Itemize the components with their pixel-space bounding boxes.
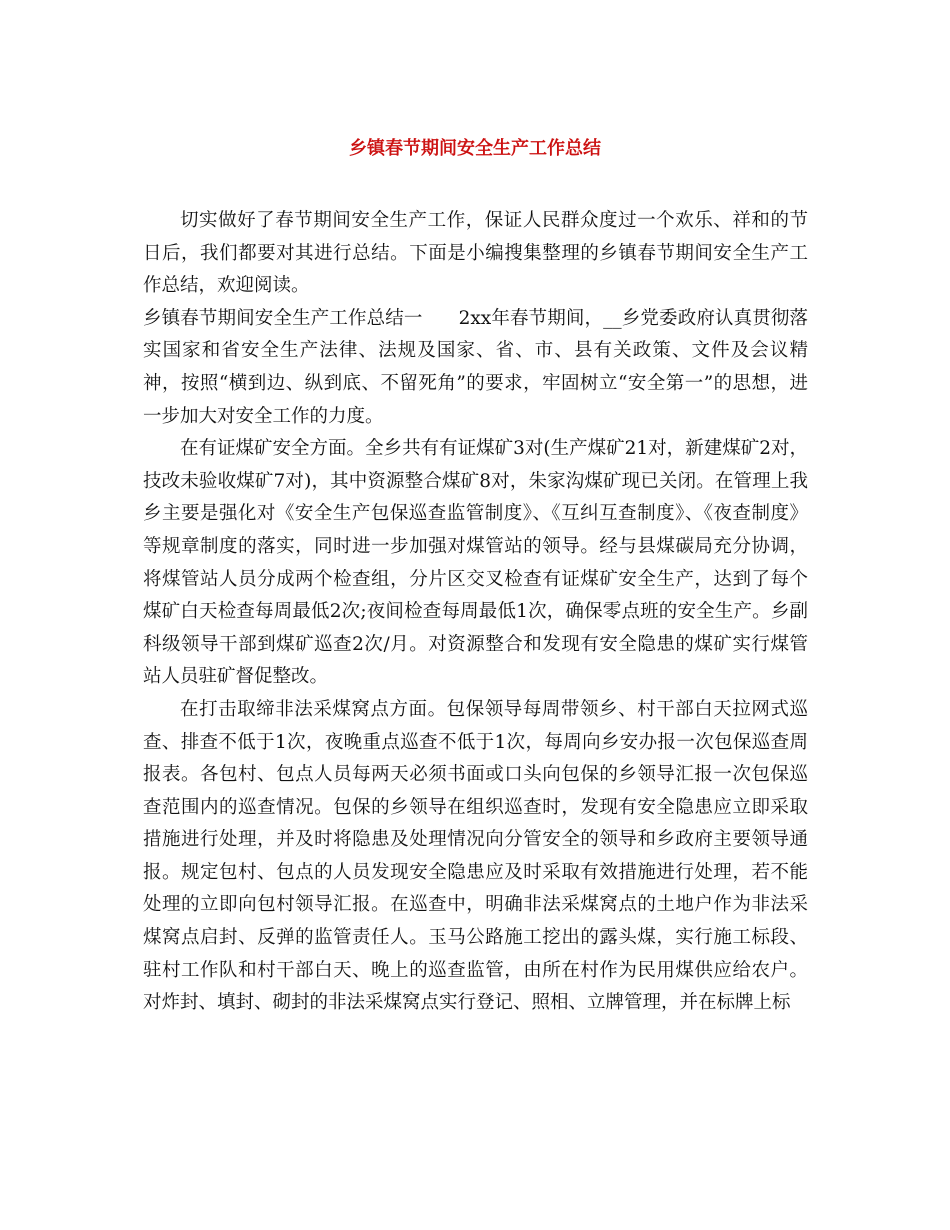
heading-gap — [423, 308, 459, 329]
section-lead: 2xx年春节期间，__乡党委政府认真贯彻落实国家和省安全生产法律、法规及国家、省、市、县有关政策、文件及会议精神，按照“横到边、纵到底、不留死角”的要求，牢固树立“安全第一”的思想，进一步加大对安全工作的力度。 — [143, 307, 808, 427]
document-title: 乡镇春节期间安全生产工作总结 — [349, 138, 601, 159]
section-heading: 乡镇春节期间安全生产工作总结一 — [143, 307, 423, 329]
section-paragraph — [143, 303, 808, 433]
intro-paragraph: 切实做好了春节期间安全生产工作，保证人民群众度过一个欢乐、祥和的节日后，我们都要对其进行总结。下面是小编搜集整理的乡镇春节期间安全生产工作总结，欢迎阅读。 — [143, 210, 808, 297]
illegal-mining-paragraph: 在打击取缔非法采煤窝点方面。包保领导每周带领乡、村干部白天拉网式巡查、排查不低于1次，夜晚重点巡查不低于1次，每周向乡安办报一次包保巡查周报表。各包村、包点人员每两天必须书面或口头向包保的乡领导汇报一次包保巡查范围内的巡查情况。包保的乡领导在组织巡查时，发现有安全隐患应立即采取措施进行处理，并及时将隐患及处理情况向分管安全的领导和乡政府主要领导通报。规定包村、包点的人员发现安全隐患应及时采取有效措施进行处理，若不能处理的立即向包村领导汇报。在巡查中，明确非法采煤窝点的土地户作为非法采煤窝点启封、反弹的监管责任人。玉马公路施工挖出的露头煤，实行施工标段、驻村工作队和村干部白天、晚上的巡查监管，由所在村作为民用煤供应给农户。对炸封、填封、砌封的非法采煤窝点实行登记、照相、立牌管理，并在标牌上标 — [143, 698, 808, 1014]
document-body — [143, 205, 808, 1020]
coal-mine-paragraph: 在有证煤矿安全方面。全乡共有有证煤矿3对(生产煤矿21对，新建煤矿2对，技改未验收煤矿7对)，其中资源整合煤矿8对，朱家沟煤矿现已关闭。在管理上我乡主要是强化对《安全生产包保巡查监管制度》、《互纠互查制度》、《夜查制度》等规章制度的落实，同时进一步加强对煤管站的领导。经与县煤碳局充分协调，将煤管站人员分成两个检查组，分片区交叉检查有证煤矿安全生产，达到了每个煤矿白天检查每周最低2次;夜间检查每周最低1次，确保零点班的安全生产。乡副科级领导干部到煤矿巡查2次/月。对资源整合和发现有安全隐患的煤矿实行煤管站人员驻矿督促整改。 — [143, 438, 808, 688]
